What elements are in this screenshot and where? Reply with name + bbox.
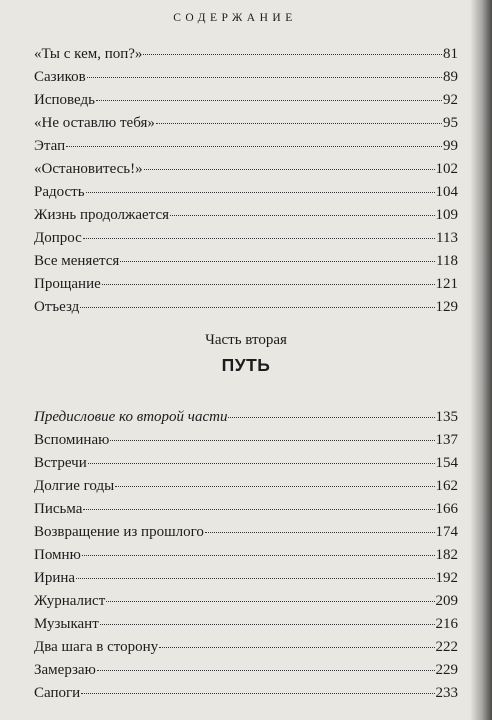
dot-leader	[66, 146, 442, 147]
toc-entry-title: Письма	[34, 501, 83, 517]
toc-entry-page: 216	[435, 616, 458, 632]
toc-entry-title: Помню	[34, 547, 81, 563]
toc-entry-page: 99	[443, 138, 458, 154]
toc-entry[interactable]	[34, 567, 458, 589]
toc-entry-page: 81	[443, 46, 458, 62]
toc-entry-page: 162	[435, 478, 458, 494]
toc-entry-title: Допрос	[34, 230, 82, 246]
part-title: ПУТЬ	[221, 355, 271, 375]
toc-entry-page: 209	[435, 593, 458, 609]
toc-entry-title: Долгие годы	[34, 478, 115, 494]
toc-entry[interactable]	[34, 590, 458, 612]
toc-entry-title: Ирина	[34, 570, 76, 586]
toc-entry-title: Прощание	[34, 276, 101, 292]
dot-leader	[228, 417, 434, 418]
toc-entry-page: 102	[435, 161, 458, 177]
toc-entry-page: 182	[435, 547, 458, 563]
toc-entry[interactable]	[34, 296, 458, 318]
dot-leader	[96, 100, 442, 101]
toc-entry-title: Музыкант	[34, 616, 99, 632]
toc-entry-title: Этап	[34, 138, 66, 154]
dot-leader	[170, 215, 435, 216]
toc-entry[interactable]	[34, 89, 458, 111]
toc-entry-page: 104	[435, 184, 458, 200]
toc-entry[interactable]	[34, 498, 458, 520]
toc-entry-page: 229	[435, 662, 458, 678]
toc-entry-title: Сазиков	[34, 69, 86, 85]
toc-entry[interactable]	[34, 181, 458, 203]
toc-entry-page: 109	[435, 207, 458, 223]
toc-entry[interactable]	[34, 66, 458, 88]
dot-leader	[80, 307, 434, 308]
dot-leader	[106, 601, 434, 602]
toc-entry-title: Вспоминаю	[34, 432, 110, 448]
dot-leader	[144, 169, 435, 170]
page-heading: СОДЕРЖАНИЕ	[173, 12, 297, 24]
dot-leader	[120, 261, 435, 262]
toc-entry-page: 92	[443, 92, 458, 108]
toc-entry-page: 137	[435, 432, 458, 448]
toc-entry-page: 89	[443, 69, 458, 85]
toc-entry-page: 95	[443, 115, 458, 131]
toc-entry[interactable]	[34, 406, 458, 428]
toc-entry-page: 233	[435, 685, 458, 701]
dot-leader	[87, 77, 442, 78]
dot-leader	[81, 693, 434, 694]
toc-entry-title: Журналист	[34, 593, 106, 609]
dot-leader	[82, 555, 435, 556]
toc-entry-page: 118	[436, 253, 458, 269]
toc-entry-title: Исповедь	[34, 92, 95, 108]
toc-entry-title: Все меняется	[34, 253, 120, 269]
toc-entry[interactable]	[34, 452, 458, 474]
toc-entry[interactable]	[34, 135, 458, 157]
toc-entry-page: 113	[436, 230, 458, 246]
dot-leader	[88, 463, 435, 464]
toc-entry-title: Встречи	[34, 455, 87, 471]
toc-entry-page: 121	[435, 276, 458, 292]
toc-entry-title: Замерзаю	[34, 662, 96, 678]
toc-entry-title: «Не оставлю тебя»	[34, 115, 155, 131]
toc-entry-title: Предисловие ко второй части	[34, 409, 228, 425]
toc-entry[interactable]	[34, 204, 458, 226]
toc-entry[interactable]	[34, 682, 458, 704]
dot-leader	[102, 284, 435, 285]
toc-entry[interactable]	[34, 112, 458, 134]
toc-entry-title: Возвращение из прошлого	[34, 524, 204, 540]
dot-leader	[156, 123, 442, 124]
dot-leader	[97, 670, 435, 671]
dot-leader	[159, 647, 434, 648]
toc-entry-page: 166	[435, 501, 458, 517]
toc-entry[interactable]	[34, 613, 458, 635]
dot-leader	[205, 532, 435, 533]
toc-entry-title: «Остановитесь!»	[34, 161, 143, 177]
toc-entry-page: 154	[435, 455, 458, 471]
dot-leader	[83, 509, 434, 510]
toc-entry-title: Отъезд	[34, 299, 80, 315]
toc-entry-title: Жизнь продолжается	[34, 207, 169, 223]
toc-entry[interactable]	[34, 250, 458, 272]
dot-leader	[100, 624, 435, 625]
toc-entry[interactable]	[34, 521, 458, 543]
toc-entry[interactable]	[34, 659, 458, 681]
toc-entry[interactable]	[34, 544, 458, 566]
toc-entry-page: 129	[435, 299, 458, 315]
dot-leader	[110, 440, 434, 441]
toc-entry[interactable]	[34, 636, 458, 658]
toc-entry-page: 174	[435, 524, 458, 540]
part-label: Часть вторая	[205, 332, 287, 348]
toc-entry-page: 135	[435, 409, 458, 425]
dot-leader	[83, 238, 435, 239]
toc-entry[interactable]	[34, 158, 458, 180]
toc-entry[interactable]	[34, 429, 458, 451]
toc-entry-title: Радость	[34, 184, 85, 200]
toc-entry[interactable]	[34, 273, 458, 295]
dot-leader	[143, 54, 442, 55]
dot-leader	[86, 192, 435, 193]
toc-entry[interactable]	[34, 475, 458, 497]
toc-entry-title: «Ты с кем, поп?»	[34, 46, 143, 62]
dot-leader	[76, 578, 434, 579]
toc-entry-title: Сапоги	[34, 685, 81, 701]
dot-leader	[115, 486, 434, 487]
toc-entry-page: 222	[435, 639, 458, 655]
toc-entry[interactable]	[34, 43, 458, 65]
toc-entry-title: Два шага в сторону	[34, 639, 159, 655]
toc-entry-page: 192	[435, 570, 458, 586]
toc-entry[interactable]	[34, 227, 458, 249]
